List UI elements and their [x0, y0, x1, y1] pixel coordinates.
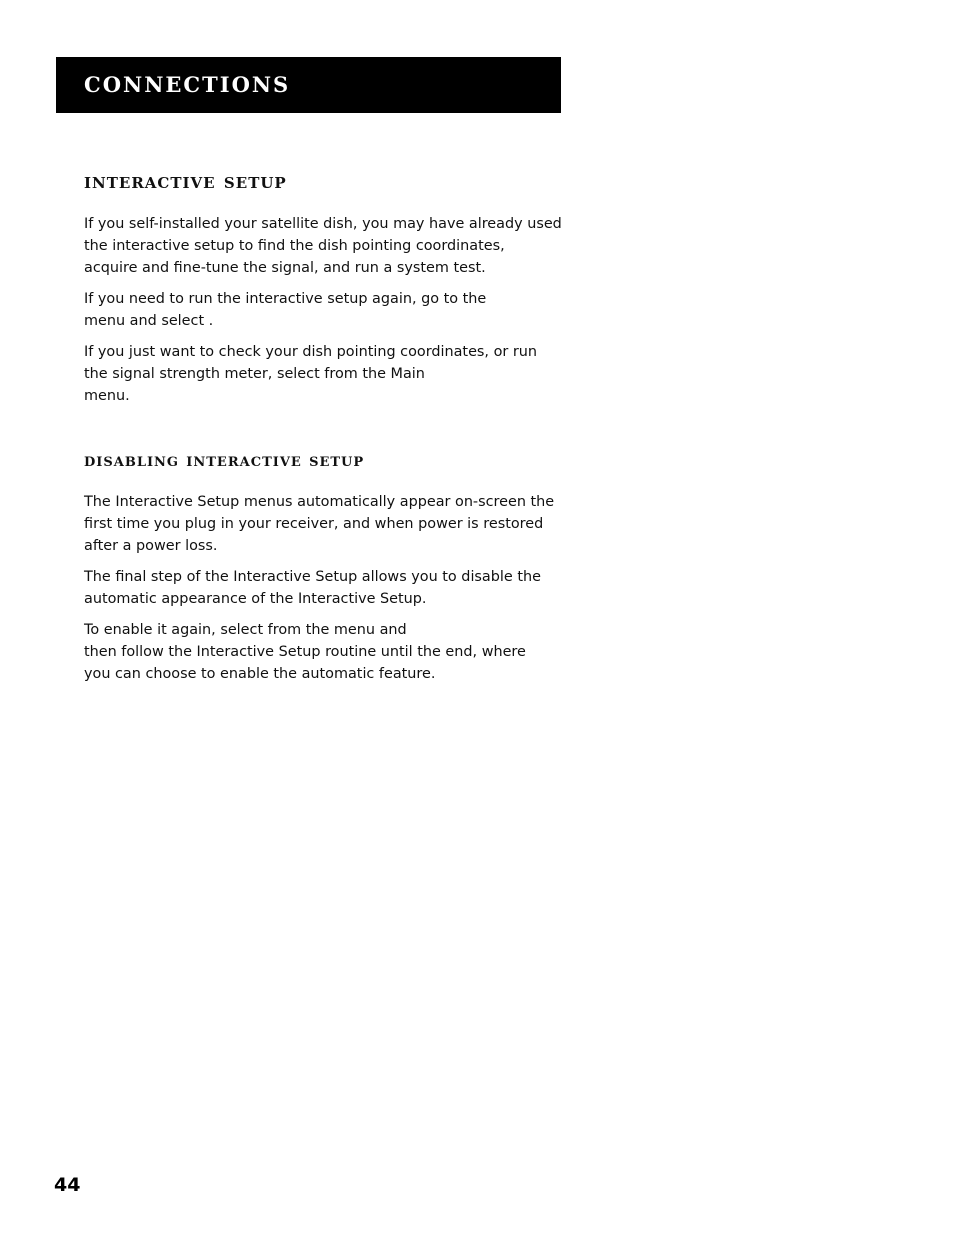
- chapter-title: connections: [84, 65, 291, 100]
- paragraph-check-coordinates: If you just want to check your dish pointing coordinates, or run the signal strength meter, select from the Main menu.: [84, 344, 538, 404]
- paragraph-self-installed: If you self-installed your satellite dish, you may have already used the interactive setup to find the dish pointing coordinates, acquire and fine-tune the signal, and run a system test.: [84, 216, 562, 276]
- page-number: 44: [54, 1174, 81, 1196]
- section-heading-interactive-setup: interactive setup: [84, 168, 287, 193]
- section-heading-disabling-interactive-setup: disabling interactive setup: [84, 450, 365, 471]
- paragraph-final-step: The final step of the Interactive Setup allows you to disable the automatic appearance of the Interactive Setup.: [84, 569, 541, 607]
- chapter-header-bar: [56, 57, 561, 113]
- paragraph-run-setup-again: If you need to run the interactive setup again, go to the menu and select .: [84, 291, 487, 329]
- paragraph-menus-appear: The Interactive Setup menus automatically appear on-screen the first time you plug in your receiver, and when power is restored after a power loss.: [84, 494, 555, 554]
- paragraph-enable-again: To enable it again, select from the menu and then follow the Interactive Setup routine until the end, where you can choose to enable the automatic feature.: [84, 622, 526, 682]
